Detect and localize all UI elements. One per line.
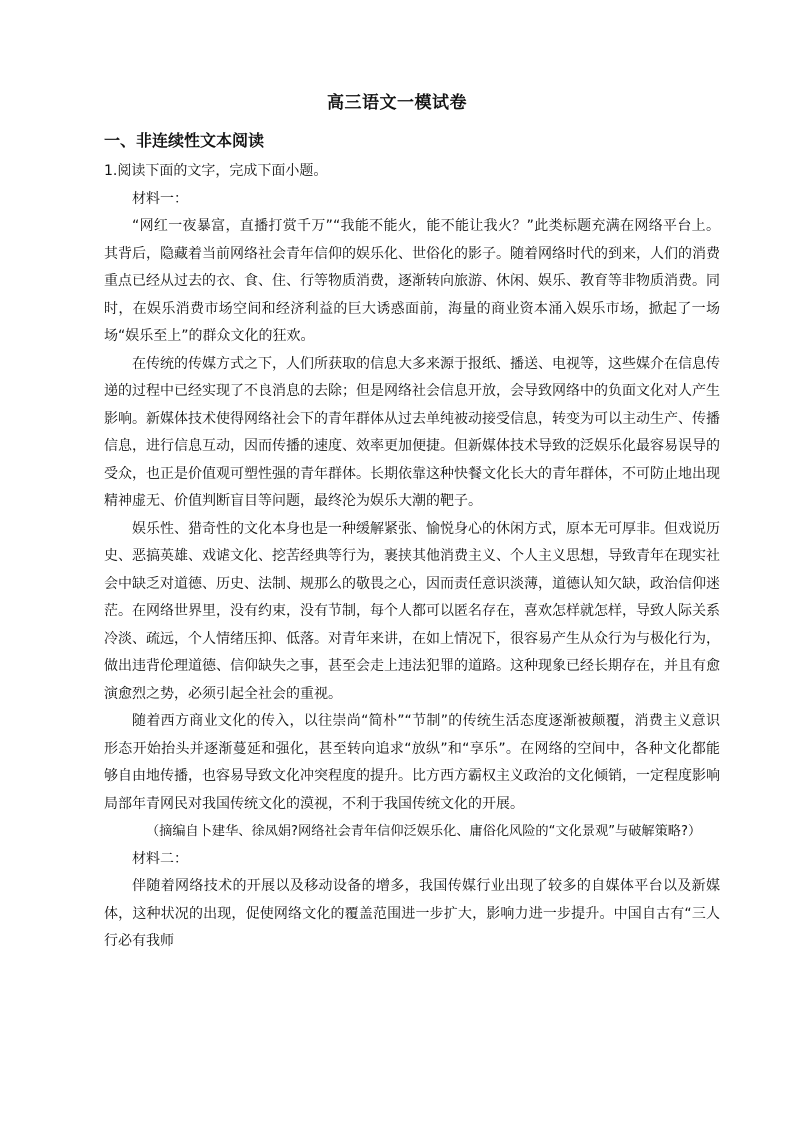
document-body	[104, 158, 720, 956]
material-1-label: 材料一：	[132, 190, 188, 207]
material-1-source-citation: （摘编自卜建华、徐凤娟?网络社会青年信仰泛娱乐化、庸俗化风险的“文化景观”与破解策略?）	[146, 824, 702, 839]
material-2-label: 材料二：	[132, 850, 188, 867]
question-prompt: 1.阅读下面的文字，完成下面小题。	[104, 163, 328, 179]
material-1-paragraph-4: 随着西方商业文化的传入，以往崇尚“简朴”“节制”的传统生活态度逐渐被颠覆，消费主义意识形态开始抬头并逐渐蔓延和强化，甚至转向追求“放纵”和“享乐”。在网络的空间中，各种文化都能够自由地传播，也容易导致文化冲突程度的提升。比方西方霸权主义政治的文化倾销，一定程度影响局部年青网民对我国传统文化的漠视，不利于我国传统文化的开展。	[104, 713, 720, 812]
section-heading: 一、非连续性文本阅读	[104, 131, 265, 150]
material-1-paragraph-2: 在传统的传媒方式之下，人们所获取的信息大多来源于报纸、播送、电视等，这些媒介在信息传递的过程中已经实现了不良消息的去除；但是网络社会信息开放，会导致网络中的负面文化对人产生影响。新媒体技术使得网络社会下的青年群体从过去单纯被动接受信息，转变为可以主动生产、传播信息，进行信息互动，因而传播的速度、效率更加便捷。但新媒体技术导致的泛娱乐化最容易误导的受众，也正是价值观可塑性强的青年群体。长期依靠这种快餐文化长大的青年群体，不可防止地出现精神虚无、价值判断盲目等问题，最终沦为娱乐大潮的靶子。	[104, 355, 720, 509]
material-2-paragraph-1: 伴随着网络技术的开展以及移动设备的增多，我国传媒行业出现了较多的自媒体平台以及新媒体，这种状况的出现，促使网络文化的覆盖范围进一步扩大，影响力进一步提升。中国自古有“三人行必有我师	[104, 878, 720, 949]
material-1-paragraph-1: “网红一夜暴富，直播打赏千万”“我能不能火，能不能让我火？”此类标题充满在网络平台上。其背后，隐藏着当前网络社会青年信仰的娱乐化、世俗化的影子。随着网络时代的到来，人们的消费重点已经从过去的衣、食、住、行等物质消费，逐渐转向旅游、休闲、娱乐、教育等非物质消费。同时，在娱乐消费市场空间和经济利益的巨大诱惑面前，海量的商业资本涌入娱乐市场，掀起了一场场“娱乐至上”的群众文化的狂欢。	[104, 218, 720, 344]
material-1-paragraph-3: 娱乐性、猎奇性的文化本身也是一种缓解紧张、愉悦身心的休闲方式，原本无可厚非。但戏说历史、恶搞英雄、戏谑文化、挖苦经典等行为，裹挟其他消费主义、个人主义思想，导致青年在现实社会中缺乏对道德、历史、法制、规那么的敬畏之心，因而责任意识淡薄，道德认知欠缺，政治信仰迷茫。在网络世界里，没有约束，没有节制，每个人都可以匿名存在，喜欢怎样就怎样，导致人际关系冷淡、疏远，个人情绪压抑、低落。对青年来讲，在如上情况下，很容易产生从众行为与极化行为，做出违背伦理道德、信仰缺失之事，甚至会走上违法犯罪的道路。这种现象已经长期存在，并且有愈演愈烈之势，必须引起全社会的重视。	[104, 520, 720, 702]
page-title: 高三语文一模试卷	[327, 93, 467, 113]
